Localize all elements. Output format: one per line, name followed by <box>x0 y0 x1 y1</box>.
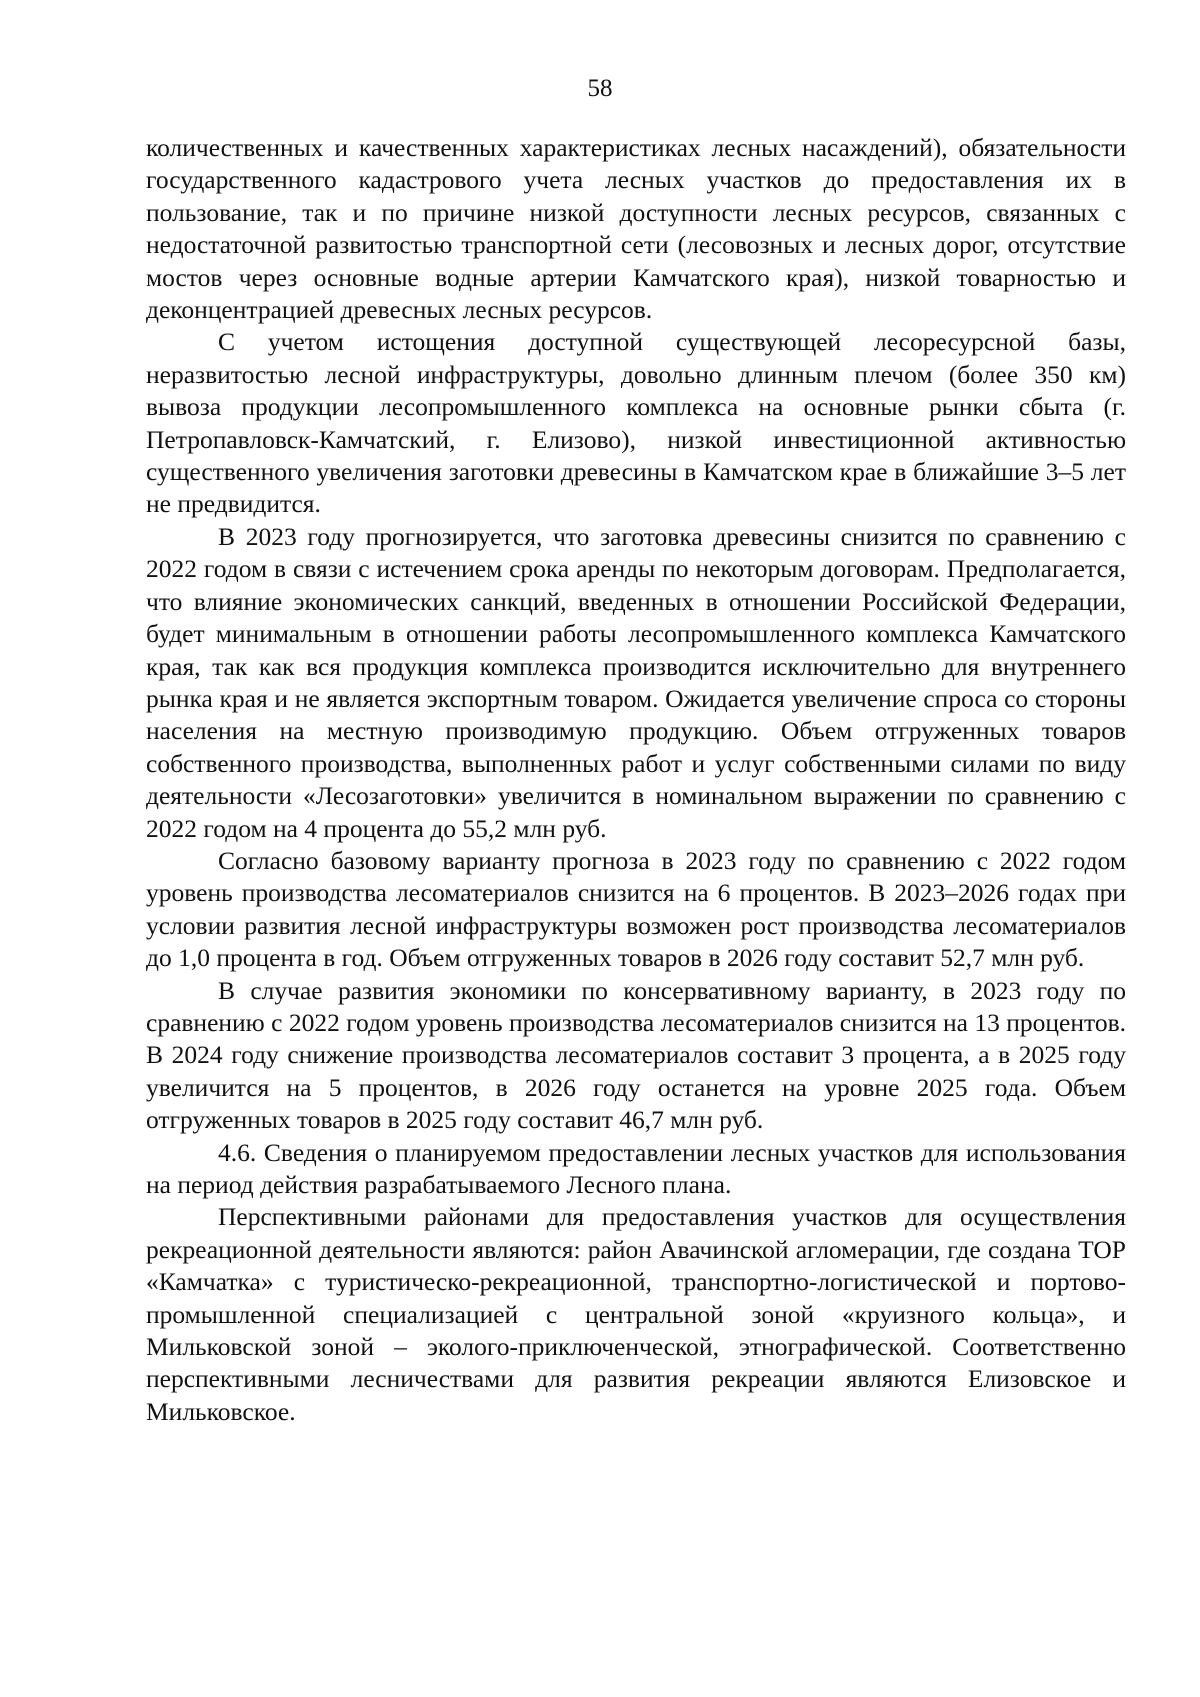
section-heading-4-6: 4.6. Сведения о планируемом предоставлении лесных участков для использования на период действия разрабатываемого Лесного плана. <box>146 1137 1126 1199</box>
paragraph-base-scenario: Согласно базовому варианту прогноза в 2023 году по сравнению с 2022 годом уровень производства лесоматериалов снизится на 6 процентов. В 2023–2026 годах при условии развития лесной инфраструктуры возможен рост производства лесоматериалов до 1,0 процента в год. Объем отгруженных товаров в 2026 году составит 52,7 млн руб. <box>146 845 1126 973</box>
paragraph-recreation-areas: Перспективными районами для предоставления участков для осуществления рекреационной деятельности являются: район Авачинской агломерации, где создана ТОР «Камчатка» с туристическо-рекреационной, транспортно-логистической и портово-промышленной специализацией с центральной зоной «круизного кольца», и Мильковской зоной – эколого-приключенческой, этнографической. Соответственно перспективными лесничествами для развития рекреации являются Елизовское и Мильковское. <box>146 1202 1126 1426</box>
page-number: 58 <box>587 75 613 102</box>
paragraph-continuation: количественных и качественных характеристиках лесных насаждений), обязательности государственного кадастрового учета лесных участков до предоставления их в пользование, так и по причине низкой доступности лесных ресурсов, связанных с недостаточной развитостью транспортной сети (лесовозных и лесных дорог, отсутствие мостов через основные водные артерии Камчатского края), низкой товарностью и деконцентрацией древесных лесных ресурсов. <box>146 133 1126 325</box>
paragraph-conservative-scenario: В случае развития экономики по консервативному варианту, в 2023 году по сравнению с 2022 годом уровень производства лесоматериалов снизится на 13 процентов. В 2024 году снижение производства лесоматериалов составит 3 процента, а в 2025 году увеличится на 5 процентов, в 2026 году останется на уровне 2025 года. Объем отгруженных товаров в 2025 году составит 46,7 млн руб. <box>146 975 1126 1135</box>
paragraph-forecast-2023: В 2023 году прогнозируется, что заготовка древесины снизится по сравнению с 2022 годом в связи с истечением срока аренды по некоторым договорам. Предполагается, что влияние экономических санкций, введенных в отношении Российской Федерации, будет минимальным в отношении работы лесопромышленного комплекса Камчатского края, так как вся продукция комплекса производится исключительно для внутреннего рынка края и не является экспортным товаром. Ожидается увеличение спроса со стороны населения на местную производимую продукцию. Объем отгруженных товаров собственного производства, выполненных работ и услуг собственными силами по виду деятельности «Лесозаготовки» увеличится в номинальном выражении по сравнению с 2022 годом на 4 процента до 55,2 млн руб. <box>146 521 1126 843</box>
document-body <box>146 132 1126 1428</box>
paragraph-resource-base: С учетом истощения доступной существующей лесоресурсной базы, неразвитостью лесной инфраструктуры, довольно длинным плечом (более 350 км) вывоза продукции лесопромышленного комплекса на основные рынки сбыта (г. Петропавловск-Камчатский, г. Елизово), низкой инвестиционной активностью существенного увеличения заготовки древесины в Камчатском крае в ближайшие 3–5 лет не предвидится. <box>146 327 1126 519</box>
